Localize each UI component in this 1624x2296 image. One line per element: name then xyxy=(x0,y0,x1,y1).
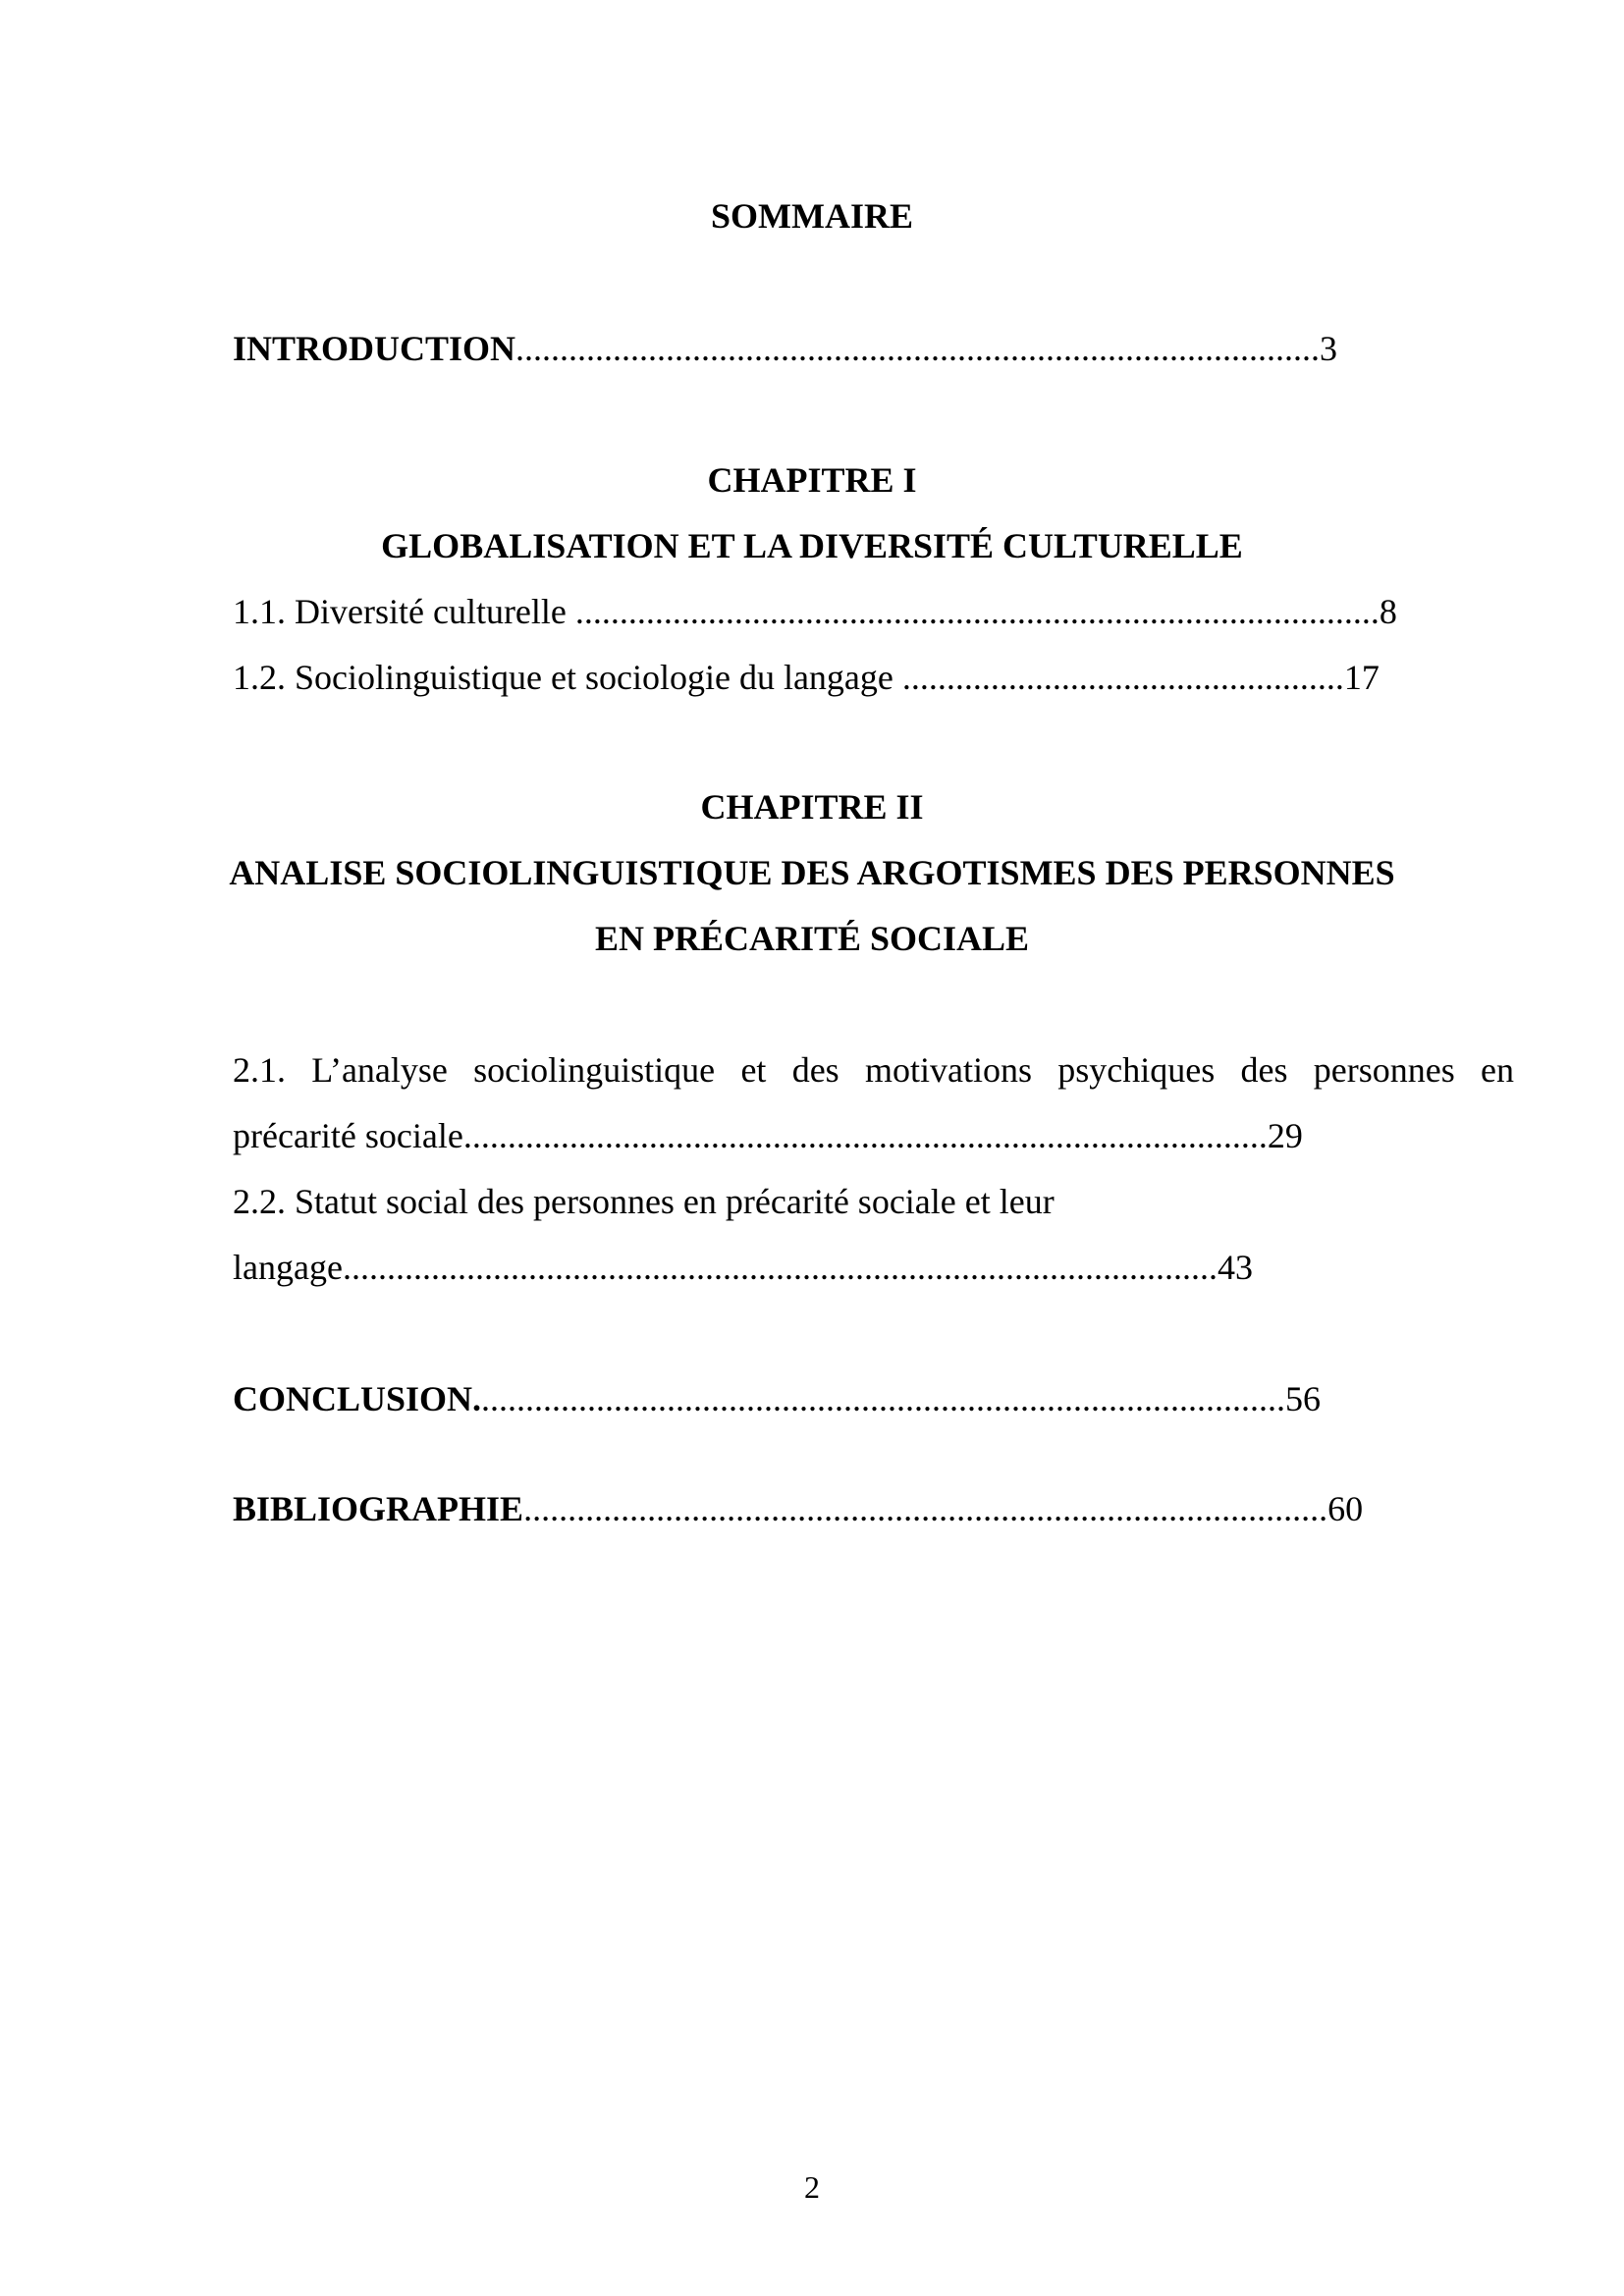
toc-entry-label: 1.2. Sociolinguistique et sociologie du langage xyxy=(233,658,902,697)
chapter-2-title-line-1: ANALISE SOCIOLINGUISTIQUE DES ARGOTISMES DES PERSONNES xyxy=(229,853,1395,892)
toc-page-number: 60 xyxy=(1327,1489,1364,1528)
toc-leader: ........................................................................................... xyxy=(574,592,1380,631)
toc-entry-1-2 xyxy=(233,656,1380,699)
toc-page-number: 56 xyxy=(1285,1379,1322,1418)
toc-leader: ........................................................................................... xyxy=(523,1489,1328,1528)
chapter-2-heading: CHAPITRE II xyxy=(700,787,924,827)
toc-entry-2-1-line-1: 2.1. L’analyse sociolinguistique et des motivations psychiques des personnes en xyxy=(233,1050,1514,1090)
chapter-2-title-line-2: EN PRÉCARITÉ SOCIALE xyxy=(594,919,1030,958)
toc-entry-1-1 xyxy=(233,590,1397,633)
toc-entry-label: INTRODUCTION xyxy=(233,329,516,368)
toc-page-number: 8 xyxy=(1379,592,1397,631)
toc-entry-label: précarité sociale xyxy=(233,1116,463,1155)
chapter-1-heading: CHAPITRE I xyxy=(707,460,917,500)
toc-page-number: 29 xyxy=(1267,1116,1303,1155)
toc-entry-2-1-line-2 xyxy=(233,1114,1303,1157)
toc-leader: ........................................................................................... xyxy=(481,1379,1286,1418)
toc-entry-2-2-line-2 xyxy=(233,1246,1253,1289)
toc-entry-label: langage xyxy=(233,1248,343,1287)
toc-entry-label: BIBLIOGRAPHIE xyxy=(233,1489,524,1528)
toc-entry-bibliographie xyxy=(233,1487,1363,1530)
toc-entry-conclusion xyxy=(233,1377,1321,1420)
toc-page-number: 17 xyxy=(1343,658,1380,697)
toc-leader: ........................................................................................... xyxy=(462,1116,1268,1155)
toc-entry-label: 1.1. Diversité culturelle xyxy=(233,592,575,631)
page-title: SOMMAIRE xyxy=(711,196,913,236)
chapter-1-title: GLOBALISATION ET LA DIVERSITÉ CULTURELLE xyxy=(381,526,1243,565)
toc-entry-label: CONCLUSION. xyxy=(233,1379,482,1418)
toc-leader: ........................................................................................... xyxy=(515,329,1321,368)
toc-entry-2-2-line-1: 2.2. Statut social des personnes en précarité sociale et leur xyxy=(233,1182,1055,1221)
page-number: 2 xyxy=(804,2169,820,2205)
toc-entry-introduction xyxy=(233,327,1337,370)
toc-leader: ................................................................................................... xyxy=(342,1248,1218,1287)
toc-leader: .................................................. xyxy=(901,658,1344,697)
toc-page-number: 43 xyxy=(1217,1248,1253,1287)
toc-page-number: 3 xyxy=(1320,329,1338,368)
